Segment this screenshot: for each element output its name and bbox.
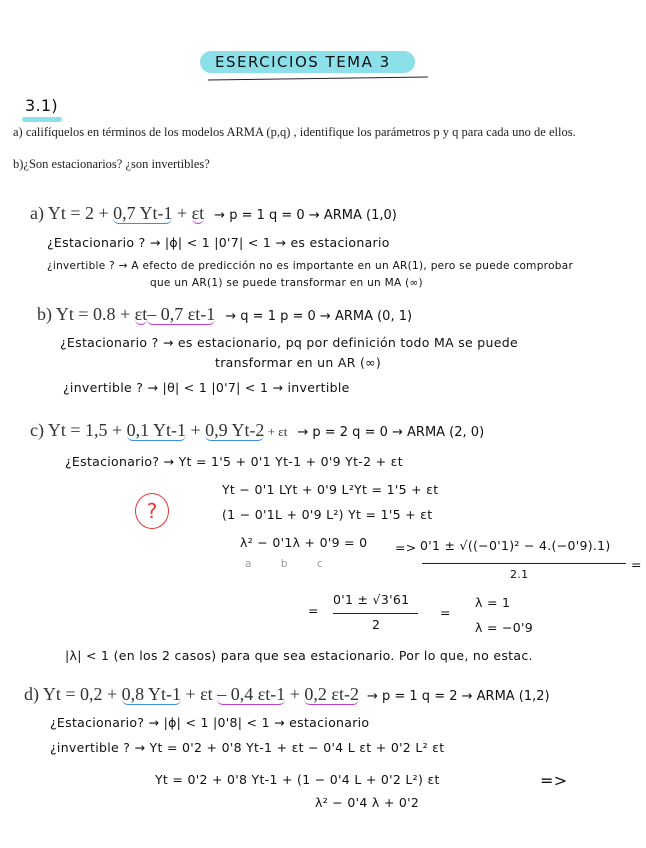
- equals-sign: =: [631, 557, 642, 572]
- answer-b: → q = 1 p = 0 → ARMA (0, 1): [225, 309, 413, 324]
- implies-arrow: =>: [540, 771, 568, 790]
- ma-term: εt: [134, 304, 148, 324]
- step-c-1: Yt − 0'1 LYt + 0'9 L²Yt = 1'5 + εt: [222, 482, 439, 497]
- equation-a: a) Yt = 2 + 0,7 Yt-1 + εt: [30, 203, 205, 223]
- ar-term: 0,7 Yt-1: [113, 203, 173, 223]
- equation-b: b) Yt = 0.8 + εt– 0,7 εt-1: [37, 304, 216, 324]
- ar-term: 0,9 Yt-2: [205, 420, 265, 440]
- step-c-2: (1 − 0'1L + 0'9 L²) Yt = 1'5 + εt: [222, 507, 433, 522]
- invertible-a-line2: que un AR(1) se puede transformar en un MA (∞): [150, 277, 423, 289]
- implies-arrow: =>: [395, 540, 417, 555]
- equation-d: d) Yt = 0,2 + 0,8 Yt-1 + εt – 0,4 εt-1 + 0,2 εt-2: [24, 684, 359, 704]
- section-number: 3.1): [25, 96, 58, 115]
- answer-c: → p = 2 q = 0 → ARMA (2, 0): [297, 425, 485, 440]
- step-d: Yt = 0'2 + 0'8 Yt-1 + (1 − 0'4 L + 0'2 L²) εt: [155, 772, 440, 787]
- exercise-d-row: [24, 684, 550, 705]
- ma-term: 0,2 εt-2: [304, 684, 359, 704]
- simplified-numerator: 0'1 ± √3'61: [333, 592, 410, 607]
- title-underline: [208, 76, 428, 80]
- coefficient-labels: a b c: [245, 558, 323, 570]
- invertible-d: ¿invertible ? → Yt = 0'2 + 0'8 Yt-1 + εt − 0'4 L εt + 0'2 L² εt: [50, 740, 445, 755]
- equals-sign: =: [440, 605, 451, 620]
- invertible-b: ¿invertible ? → |θ| < 1 |0'7| < 1 → invertible: [63, 380, 350, 395]
- ar-term: 0,8 Yt-1: [121, 684, 181, 704]
- characteristic-polynomial: λ² − 0'1λ + 0'9 = 0: [240, 535, 368, 550]
- answer-a: → p = 1 q = 0 → ARMA (1,0): [214, 208, 397, 223]
- stationary-c: ¿Estacionario? → Yt = 1'5 + 0'1 Yt-1 + 0'9 Yt-2 + εt: [65, 454, 403, 469]
- ar-term: 0,1 Yt-1: [126, 420, 186, 440]
- root-1: λ = 1: [475, 595, 511, 610]
- stationary-d: ¿Estacionario? → |ϕ| < 1 |0'8| < 1 → estacionario: [50, 715, 370, 730]
- equals-sign: =: [308, 603, 319, 618]
- fraction-bar: [422, 563, 626, 564]
- simplified-denominator: 2: [372, 617, 381, 632]
- exercise-c-row: [30, 420, 484, 441]
- ma-term: – 0,4 εt-1: [217, 684, 286, 704]
- polynomial-d: λ² − 0'4 λ + 0'2: [315, 795, 420, 810]
- section-underline: [22, 117, 62, 122]
- exercise-a-row: [30, 203, 397, 224]
- quadratic-denominator: 2.1: [510, 568, 529, 581]
- question-mark-circle: ?: [135, 493, 169, 529]
- root-2: λ = −0'9: [475, 620, 534, 635]
- stationary-b-line2: transformar en un AR (∞): [215, 355, 382, 370]
- stationary-b-line1: ¿Estacionario ? → es estacionario, pq por definición todo MA se puede: [60, 335, 518, 350]
- ma-term: – 0,7 εt-1: [147, 304, 216, 324]
- equation-c: c) Yt = 1,5 + 0,1 Yt-1 + 0,9 Yt-2 + εt: [30, 420, 288, 440]
- fraction-bar: [333, 613, 418, 614]
- stationary-a: ¿Estacionario ? → |ϕ| < 1 |0'7| < 1 → es estacionario: [47, 235, 390, 250]
- ma-term: εt: [191, 203, 205, 223]
- conclusion-c: |λ| < 1 (en los 2 casos) para que sea estacionario. Por lo que, no estac.: [65, 648, 533, 663]
- task-b: b)¿Son estacionarios? ¿son invertibles?: [13, 157, 210, 171]
- answer-d: → p = 1 q = 2 → ARMA (1,2): [366, 689, 550, 704]
- invertible-a-line1: ¿invertible ? → A efecto de predicción no es importante en un AR(1), pero se puede comprobar: [47, 260, 574, 272]
- quadratic-numerator: 0'1 ± √((−0'1)² − 4.(−0'9).1): [420, 538, 611, 553]
- task-a: a) califíquelos en términos de los modelos ARMA (p,q) , identifique los parámetros p y q para cada uno de ellos.: [13, 125, 576, 139]
- exercise-b-row: [37, 304, 412, 325]
- page-title: ESERCICIOS TEMA 3: [215, 53, 391, 71]
